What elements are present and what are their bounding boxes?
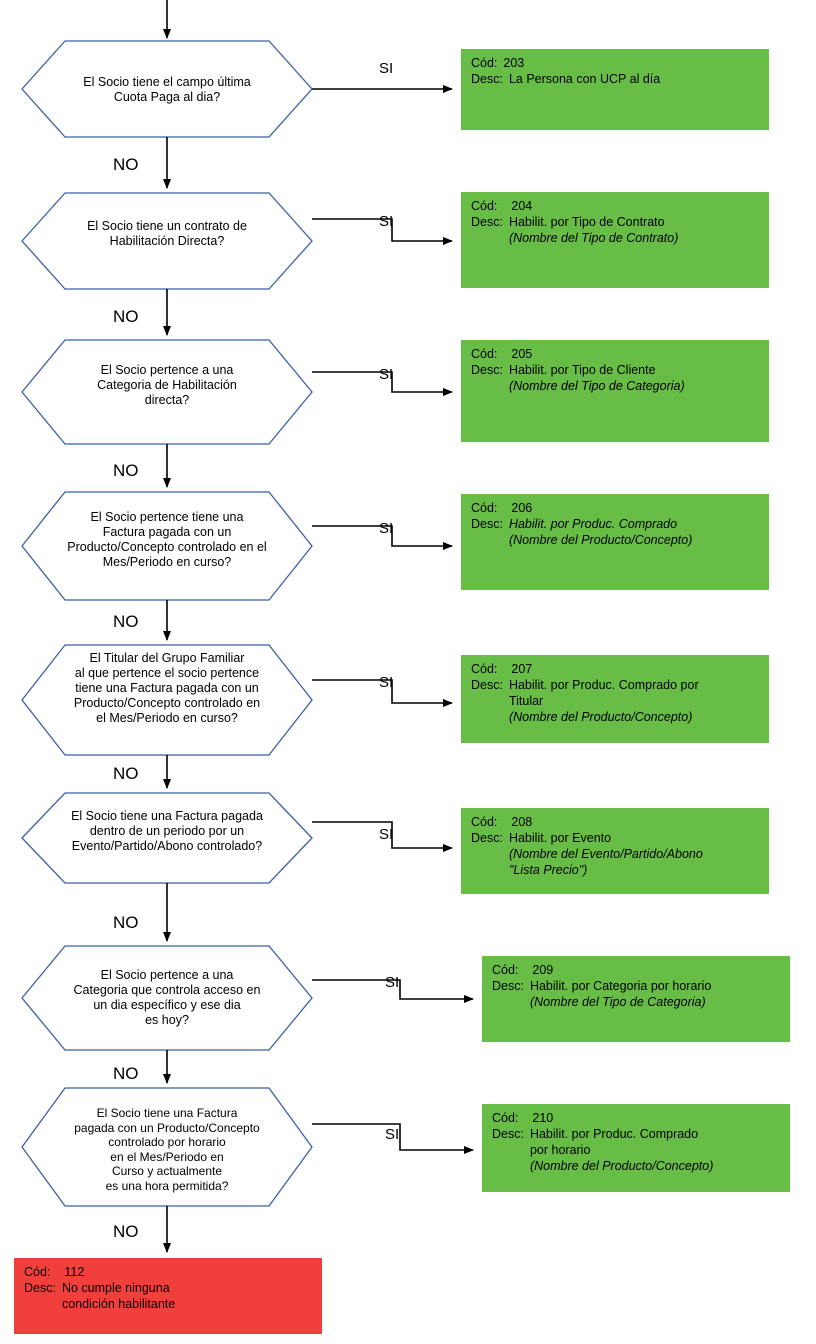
- edge-label-no-205: NO: [113, 461, 139, 480]
- decision-shape-205: [22, 340, 312, 444]
- result-cod-row-207: [471, 661, 761, 677]
- edge-label-yes-204: SI: [379, 213, 394, 230]
- decision-label-203: El Socio tiene el campo última Cuota Paga al dia?: [83, 75, 251, 104]
- edge-label-yes-210: SI: [385, 1126, 400, 1143]
- desc-line: La Persona con UCP al día: [508, 72, 661, 86]
- result-cod-row-203: [471, 55, 761, 71]
- cod-label: Cód:: [471, 815, 498, 829]
- desc-line: (Nombre del Tipo de Categoria): [508, 379, 685, 393]
- result-box-207: [461, 655, 769, 743]
- edge-label-yes-205: SI: [379, 366, 394, 383]
- decision-label-210: El Socio tiene una Factura pagada con un Producto/Concepto controlado por horario en el Mes/Periodo en Curso y actualmente es una hora permitida?: [74, 1106, 260, 1193]
- desc-label: Desc:: [492, 1127, 524, 1141]
- result-desc-row-208: [471, 830, 761, 878]
- edge-label-yes-209: SI: [385, 974, 400, 991]
- decision-label-204: El Socio tiene un contrato de Habilitación Directa?: [87, 219, 247, 248]
- edge-label-no-204: NO: [113, 307, 139, 326]
- decision-shape-209: [22, 946, 312, 1050]
- desc-label: Desc:: [471, 72, 503, 86]
- result-box-206: [461, 494, 769, 590]
- decision-label-209: El Socio pertence a una Categoria que controla acceso en un dia específico y ese dia es hoy?: [73, 968, 261, 1027]
- desc-line: (Nombre del Tipo de Contrato): [508, 231, 679, 245]
- desc-line: Titular: [508, 694, 544, 708]
- result-box-210: [482, 1104, 790, 1192]
- result-desc-row-206: [471, 516, 761, 548]
- cod-value: 210: [532, 1111, 554, 1125]
- result-box-204: [461, 192, 769, 288]
- cod-value: 208: [511, 815, 533, 829]
- decision-label-208: El Socio tiene una Factura pagada dentro de un periodo por un Evento/Partido/Abono controlado?: [71, 809, 263, 853]
- cod-label: Cód:: [471, 56, 498, 70]
- cod-label: Cód:: [471, 199, 498, 213]
- result-desc-row-204: [471, 214, 761, 246]
- result-cod-row-209: [492, 962, 782, 978]
- cod-label: Cód:: [471, 347, 498, 361]
- cod-label: Cód:: [492, 963, 519, 977]
- result-desc-row-209: [492, 978, 782, 1010]
- decision-shape-203: [22, 41, 312, 137]
- desc-label: Desc:: [471, 831, 503, 845]
- result-cod-row-210: [492, 1110, 782, 1126]
- decision-shape-210: [22, 1088, 312, 1206]
- edge-label-no-203: NO: [113, 155, 139, 174]
- desc-line: (Nombre del Producto/Concepto): [529, 1159, 714, 1173]
- desc-line: (Nombre del Producto/Concepto): [508, 710, 693, 724]
- cod-label: Cód:: [471, 662, 498, 676]
- cod-label: Cód:: [471, 501, 498, 515]
- cod-label: Cód:: [24, 1265, 51, 1279]
- desc-line: condición habilitante: [61, 1297, 176, 1311]
- result-cod-row-204: [471, 198, 761, 214]
- desc-label: Desc:: [471, 678, 503, 692]
- edge-label-no-206: NO: [113, 612, 139, 631]
- desc-line: No cumple ninguna: [61, 1281, 170, 1295]
- desc-label: Desc:: [471, 363, 503, 377]
- desc-label: Desc:: [471, 215, 503, 229]
- decision-shape-208: [22, 793, 312, 883]
- result-desc-row-203: [471, 71, 761, 87]
- desc-line: (Nombre del Evento/Partido/Abono: [508, 847, 703, 861]
- desc-label: Desc:: [24, 1281, 56, 1295]
- desc-label: Desc:: [492, 979, 524, 993]
- result-desc-row-210: [492, 1126, 782, 1174]
- desc-line: Habilit. por Categoria por horario: [529, 979, 712, 993]
- result-cod-row-206: [471, 500, 761, 516]
- decision-shape-204: [22, 193, 312, 289]
- desc-label: Desc:: [471, 517, 503, 531]
- desc-line: (Nombre del Tipo de Categoria): [529, 995, 706, 1009]
- edge-label-yes-203: SI: [379, 60, 394, 77]
- result-desc-row-207: [471, 677, 761, 725]
- decision-label-207: El Titular del Grupo Familiar al que pertence el socio pertence tiene una Factura pagada con un Producto/Concepto controlado en el Mes/Periodo en curso?: [73, 651, 261, 725]
- edge-label-no-207: NO: [113, 764, 139, 783]
- result-desc-row-205: [471, 362, 761, 394]
- cod-value: 112: [64, 1265, 85, 1279]
- decision-shape-206: [22, 492, 312, 600]
- desc-line: Habilit. por Tipo de Cliente: [508, 363, 656, 377]
- result-box-208: [461, 808, 769, 894]
- cod-value: 204: [511, 199, 533, 213]
- result-cod-row-205: [471, 346, 761, 362]
- desc-line: Habilit. por Produc. Comprado por: [508, 678, 699, 692]
- desc-line: Habilit. por Produc. Comprado: [529, 1127, 699, 1141]
- result-cod-row-112: [24, 1264, 314, 1280]
- cod-value: 203: [503, 56, 525, 70]
- desc-line: por horario: [529, 1143, 591, 1157]
- decision-label-205: El Socio pertence a una Categoria de Habilitación directa?: [97, 363, 237, 407]
- result-box-112: [14, 1258, 322, 1334]
- result-cod-row-208: [471, 814, 761, 830]
- edge-label-yes-206: SI: [379, 520, 394, 537]
- result-desc-row-112: [24, 1280, 314, 1312]
- desc-line: "Lista Precio"): [508, 863, 588, 877]
- cod-value: 206: [511, 501, 533, 515]
- desc-line: Habilit. por Evento: [508, 831, 612, 845]
- desc-line: (Nombre del Producto/Concepto): [508, 533, 693, 547]
- decision-label-206: El Socio pertence tiene una Factura pagada con un Producto/Concepto controlado en el Mes/Periodo en curso?: [67, 510, 267, 569]
- edge-label-no-209: NO: [113, 1064, 139, 1083]
- edge-label-yes-207: SI: [379, 674, 394, 691]
- cod-value: 207: [511, 662, 533, 676]
- cod-value: 209: [532, 963, 554, 977]
- cod-label: Cód:: [492, 1111, 519, 1125]
- edge-label-no-208: NO: [113, 913, 139, 932]
- desc-line: Habilit. por Tipo de Contrato: [508, 215, 665, 229]
- decision-shape-207: [22, 645, 312, 755]
- edge-label-no-210: NO: [113, 1222, 139, 1241]
- cod-value: 205: [511, 347, 533, 361]
- result-box-205: [461, 340, 769, 442]
- edge-label-yes-208: SI: [379, 826, 394, 843]
- desc-line: Habilit. por Produc. Comprado: [508, 517, 678, 531]
- result-box-209: [482, 956, 790, 1042]
- result-box-203: [461, 49, 769, 130]
